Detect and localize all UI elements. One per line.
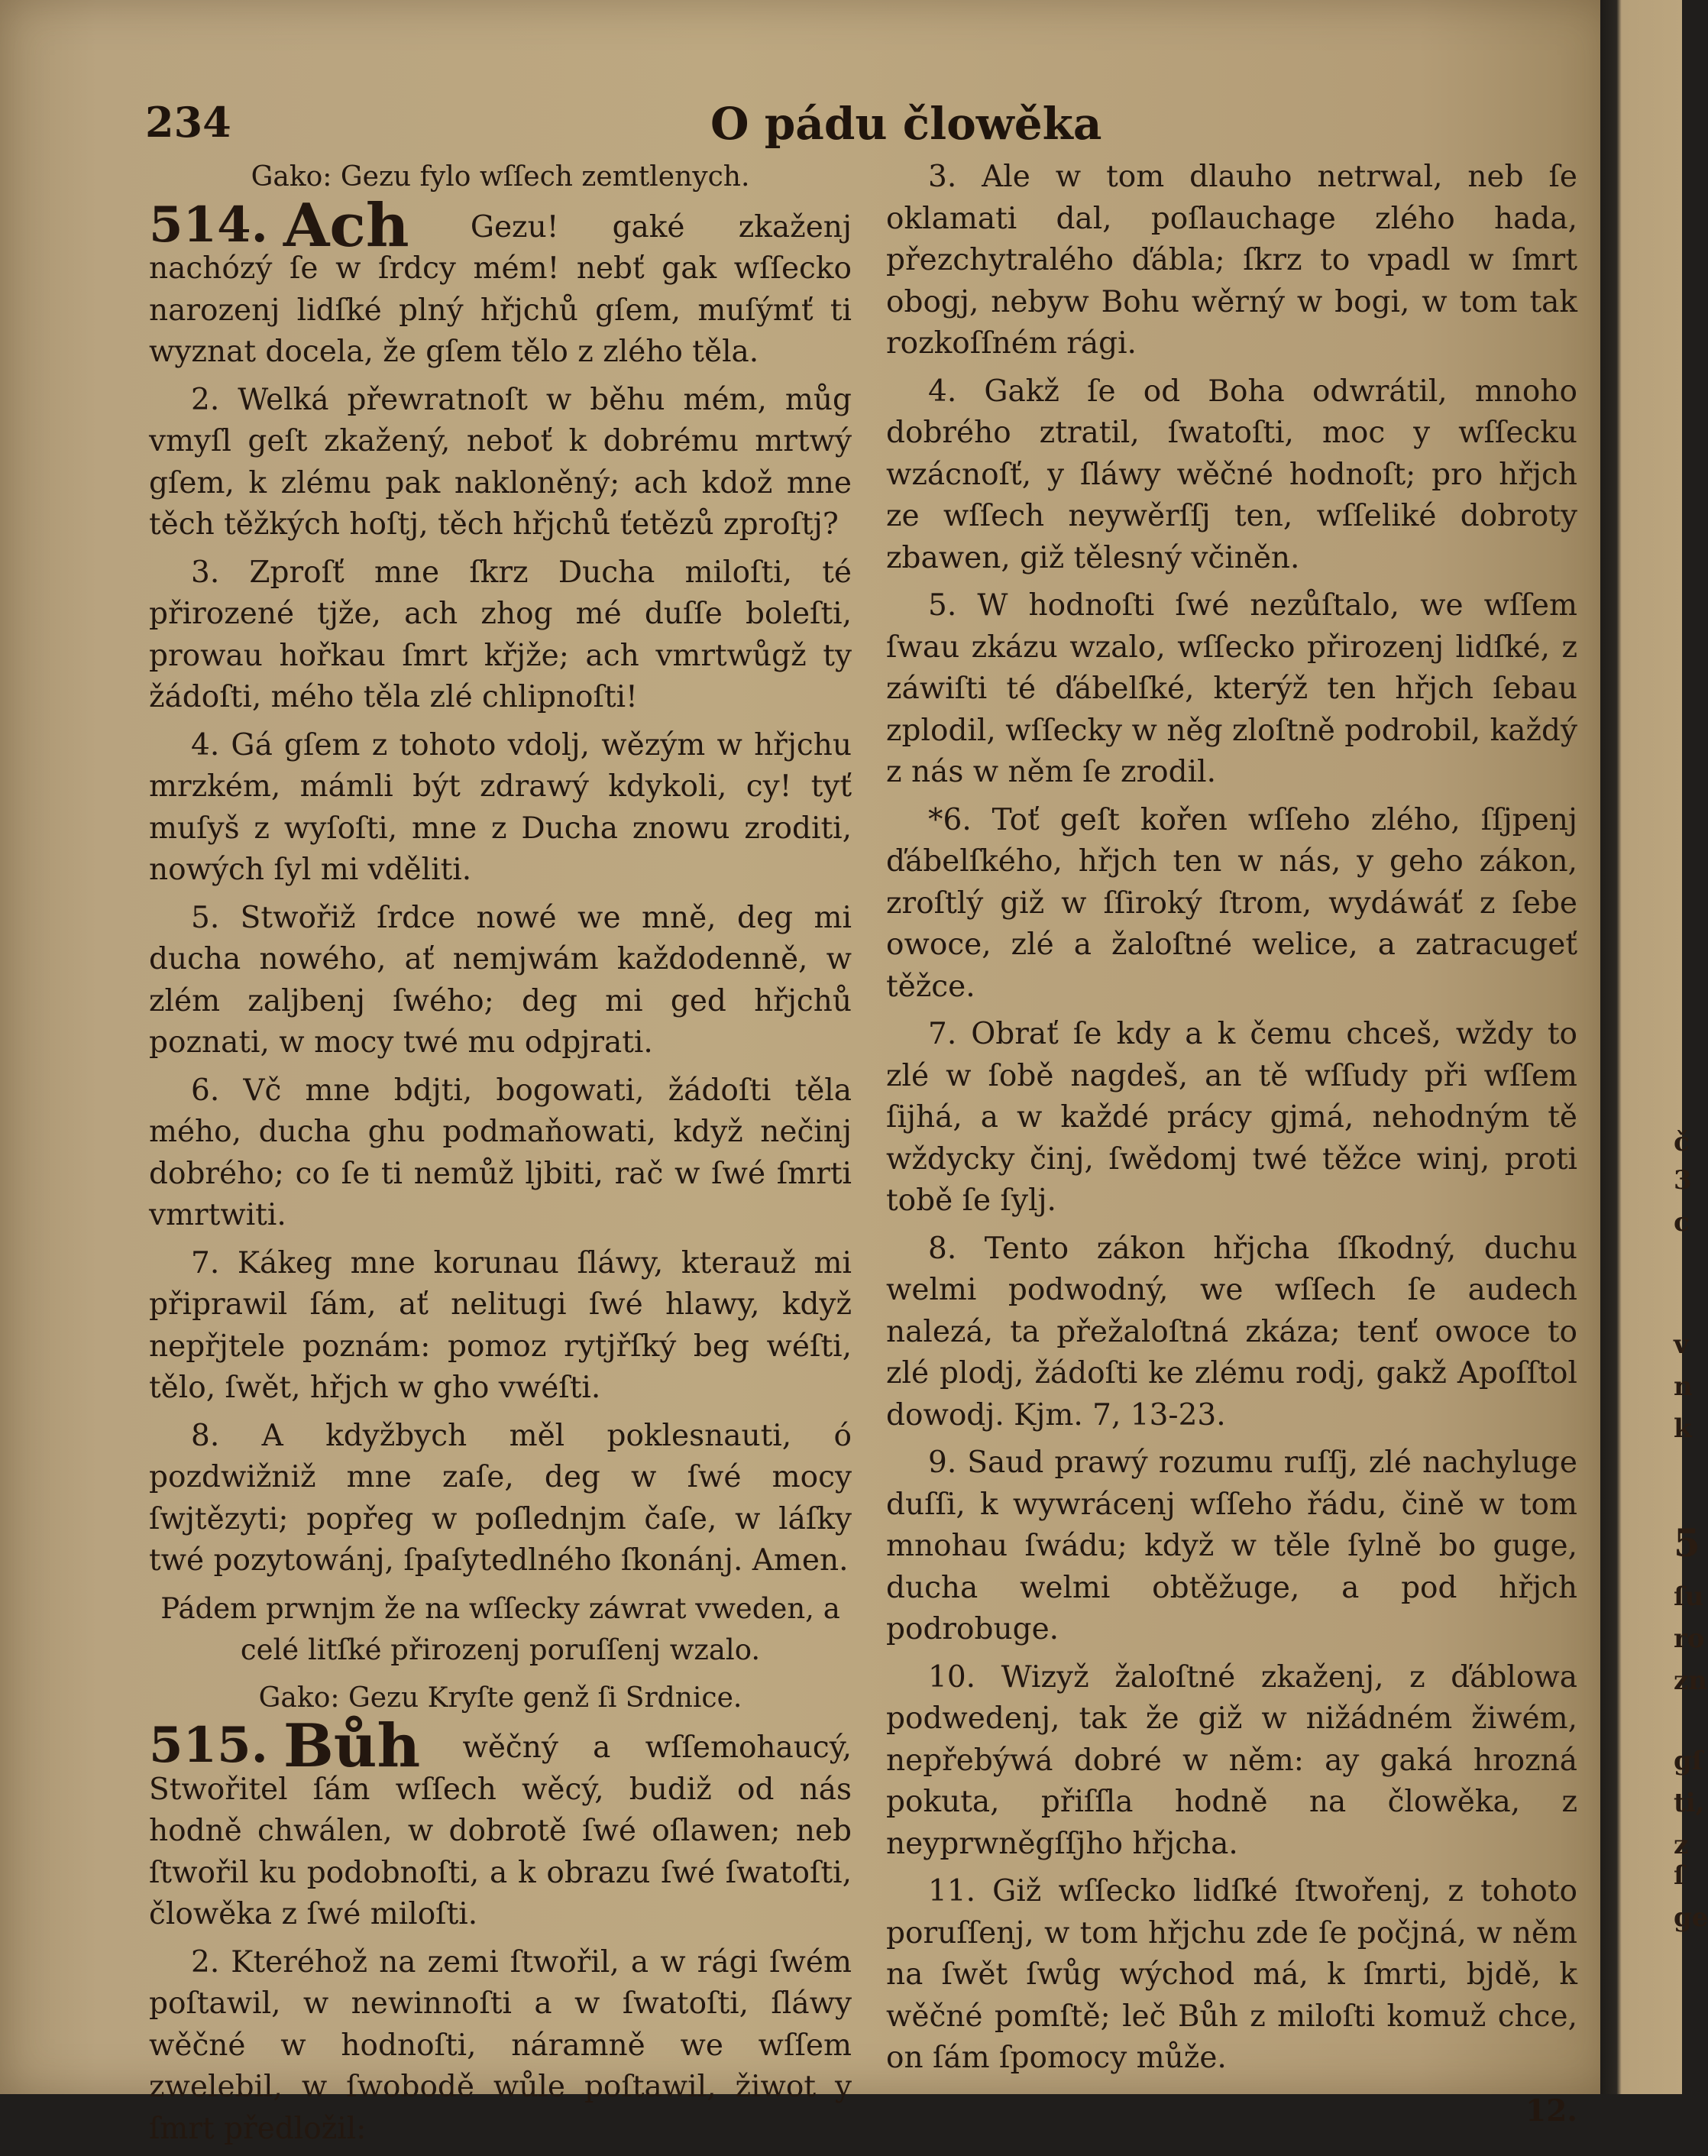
next-page-fragment: k	[1674, 1413, 1692, 1444]
verse: 2. Kteréhož na zemi ſtwořil, a w rági ſwém poſtawil, w newinnoſti a w ſwatoſti, ſláwy wěčné w hodnoſti, náramně we wſſem zwelebil, w ſwobodě wůle poſtawil, žiwot y ſmrt předložil:	[149, 1944, 852, 2146]
dropcap: Bůh	[283, 1711, 421, 1781]
verse: *6. Toť geſt kořen wſſeho zlého, ſſjpenj ďábelſkého, hřjch ten w nás, y geho zákon, zroſtlý giž w ſſiroký ſtrom, wydáwáť z ſebe owoce, zlé a žaloſtné welice, a zatracugeť těžce.	[886, 802, 1577, 1004]
next-page-edge	[1600, 0, 1708, 2094]
catchword: 12.	[1525, 2093, 1577, 2128]
next-page-fragment: ſu	[1674, 1581, 1704, 1612]
page-number: 234	[145, 98, 231, 147]
verse: 11. Giž wſſecko lidſké ſtwořenj, z tohoto poruſſenj, w tom hřjchu zde ſe počjná, w něm na ſwět ſwůg wýchod má, k ſmrti, bjdě, k wěčné pomſtě; leč Bůh z miloſti komuž chce, on ſám ſpomocy může.	[886, 1874, 1577, 2075]
next-page-fragment: n	[1674, 1371, 1693, 1402]
verse: 4. Gakž ſe od Boha odwrátil, mnoho dobrého ztratil, ſwatoſti, moc y wſſecku wzácnoſť, y ſláwy wěčné hodnoſt; pro hřjch ze wſſech neywěrſſj ten, wſſeliké dobroty zbawen, giž tělesný včiněn.	[886, 374, 1577, 575]
verse: 3. Zproſť mne ſkrz Ducha miloſti, té přirozené tjže, ach zhog mé duſſe boleſti, prowau hořkau ſmrt křjže; ach vmrtwůgž ty žádoſti, mého těla zlé chlipnoſti!	[149, 555, 852, 714]
hymn-514-opening	[149, 190, 852, 374]
next-page-fragment: ge	[1674, 1902, 1708, 1933]
verse: 4. Gá gſem z tohoto vdolj, wězým w hřjchu mrzkém, mámli být zdrawý kdykoli, cy! tyť muſyš z wyſoſti, mne z Ducha znowu zroditi, nowých ſyl mi vděliti.	[149, 727, 852, 887]
melody-514: Gako: Gezu fylo wſſech zemtlenych.	[251, 161, 750, 193]
verse: 7. Kákeg mne korunau ſláwy, kterauž mi připrawil ſám, ať nelitugi ſwé hlawy, když nepřjtele poznám: pomoz rytjřſký beg wéſti, tělo, ſwět, hřjch w gho vwéſti.	[149, 1245, 852, 1405]
verse-text: wěčný a wſſemohaucý, Stwořitel ſám wſſech wěcý, budiž od nás hodně chwálen, w dobrotě ſwé oſlawen; neb ſtwořil ku podobnoſti, a k obrazu ſwé ſwatoſti, člowěka z ſwé miloſti.	[149, 1730, 852, 1931]
melody-515: Gako: Gezu Kryſte genž ſi Srdnice.	[258, 1682, 742, 1714]
verse: 8. Tento zákon hřjcha ſſkodný, duchu welmi podwodný, we wſſech ſe audech nalezá, ta přežaloſtná zkáza; tenť owoce to zlé plodj, žádoſti ke zlému rodj, gakž Apoſſtol dowodj. Kjm. 7, 13-23.	[886, 1231, 1577, 1432]
hymn-515-opening	[149, 1711, 852, 1936]
next-page-fragment: č	[1674, 1127, 1690, 1157]
next-page-fragment: ro	[1674, 1623, 1705, 1654]
next-page-fragment: 5	[1674, 1520, 1700, 1565]
next-page-fragment: z ſ	[1674, 1830, 1689, 1891]
rubric-515: Pádem prwnjm že na wſſecky záwrat vweden, a celé litſké přirozenj poruſſenj wzalo.	[160, 1591, 840, 1666]
next-page-fragment: gſ	[1674, 1746, 1703, 1776]
next-page-fragment: c	[1674, 1207, 1690, 1238]
verse: 3. Ale w tom dlauho netrwal, neb ſe oklamati dal, poſlauchage zlého hada, přezchytralého ďábla; ſkrz to vpadl w ſmrt obogj, nebyw Bohu wěrný w bogi, w tom tak rozkoſſném rági.	[886, 160, 1577, 361]
running-title: O pádu člowěka	[710, 98, 1102, 150]
verse: 5. W hodnoſti ſwé nezůſtalo, we wſſem ſwau zkázu wzalo, wſſecko přirozenj lidſké, z záwiſti té ďábelſké, kterýž ten hřjch ſebau zplodil, wſſecky w něg zloſtně podrobil, každý z nás w něm ſe zrodil.	[886, 588, 1577, 789]
dropcap: Ach	[283, 190, 409, 261]
next-page-fragment: v	[1674, 1329, 1689, 1360]
left-column	[149, 157, 852, 2156]
right-column	[886, 157, 1577, 2138]
verse-text: Gezu! gaké zkaženj nachózý ſe w ſrdcy mém! nebť gak wſſecko narozenj lidſké plný hřjchů gſem, muſýmť ti wyznat docela, že gſem tělo z zlého těla.	[149, 209, 852, 369]
verse: 7. Obrať ſe kdy a k čemu chceš, wždy to zlé w ſobě nagdeš, an tě wſſudy při wſſem ſijhá, a w každé prácy gjmá, nehodným tě wždycky činj, ſwědomj twé těžce winj, proti tobě ſe ſylj.	[886, 1017, 1577, 1218]
verse: 5. Stwořiž ſrdce nowé we mně, deg mi ducha nowého, ať nemjwám každodenně, w zlém zaljbenj ſwého; deg mi ged hřjchů poznati, w mocy twé mu odpjrati.	[149, 900, 852, 1060]
hymn-number: 515.	[149, 1717, 268, 1774]
hymn-number: 514.	[149, 196, 268, 254]
verse: 8. A kdyžbych měl poklesnauti, ó pozdwižniž mne zaſe, deg w ſwé mocy ſwjtězyti; popřeg w poſlednjm čaſe, w láſky twé pozytowánj, ſpaſytedlného ſkonánj. Amen.	[149, 1418, 852, 1578]
verse: 6. Vč mne bdjti, bogowati, žádoſti těla mého, ducha ghu podmaňowati, když nečinj dobrého; co ſe ti nemůž ljbiti, rač w ſwé ſmrti vmrtwiti.	[149, 1073, 852, 1232]
verse: 2. Welká přewratnoſt w běhu mém, můg vmyſl geſt zkažený, neboť k dobrému mrtwý gſem, k zlému pak nakloněný; ach kdož mne těch těžkých hoſtj, těch hřjchů ťetězů zproſtj?	[149, 382, 852, 542]
next-page-fragment: zn	[1674, 1666, 1708, 1696]
verse: 10. Wizyž žaloſtné zkaženj, z ďáblowa podwedenj, tak že giž w nižádném žiwém, nepřebýwá dobré w něm: ay gaká hrozná pokuta, přiſſla hodně na člowěka, z neyprwněgſſjho hřjcha.	[886, 1659, 1577, 1861]
verse: 9. Saud prawý rozumu ruſſj, zlé nachyluge duſſi, k wywrácenj wſſeho řádu, čině w tom mnohau ſwádu; když w těle ſylně bo guge, ducha welmi obtěžuge, a pod hřjch podrobuge.	[886, 1445, 1577, 1646]
next-page-fragment: 3	[1674, 1165, 1692, 1196]
next-page-fragment: ti,	[1674, 1788, 1705, 1818]
